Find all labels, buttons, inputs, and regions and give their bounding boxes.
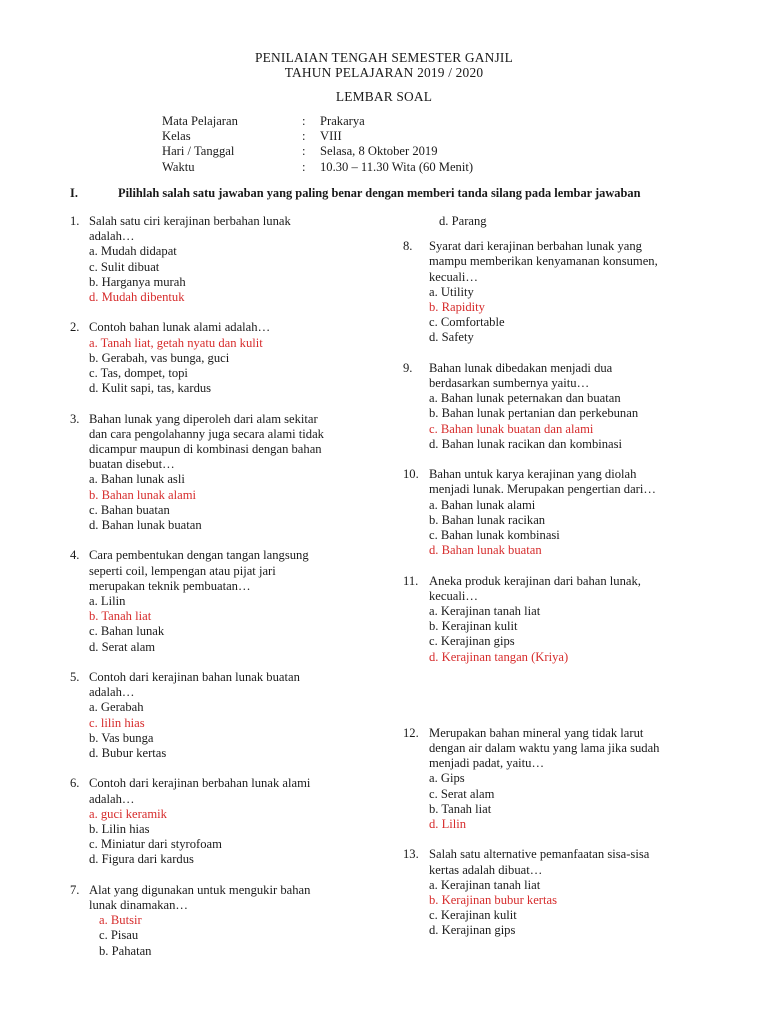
answer-option: d. Parang bbox=[439, 214, 487, 228]
question-continuation bbox=[403, 214, 733, 229]
question-spacer bbox=[403, 832, 733, 847]
questions-right-column bbox=[403, 214, 733, 939]
question-2 bbox=[70, 320, 370, 396]
question-spacer bbox=[70, 761, 370, 776]
question-11 bbox=[403, 574, 733, 665]
answer-option: a. Mudah didapat bbox=[89, 244, 177, 259]
question-9 bbox=[403, 361, 733, 452]
question-text-line: Cara pembentukan dengan tangan langsung bbox=[89, 548, 309, 563]
question-text-line: Merupakan bahan mineral yang tidak larut bbox=[429, 725, 644, 740]
meta-value: 10.30 – 11.30 Wita (60 Menit) bbox=[320, 159, 474, 174]
answer-option: a. Lilin bbox=[89, 594, 126, 609]
question-text-line: mampu memberikan kenyamanan konsumen, bbox=[429, 254, 658, 269]
question-8 bbox=[403, 239, 733, 345]
meta-colon: : bbox=[302, 114, 306, 128]
question-number: 11. bbox=[403, 573, 419, 588]
answer-option: d. Bubur kertas bbox=[89, 746, 167, 761]
answer-option: b. Harganya murah bbox=[89, 274, 186, 289]
exam-title: PENILAIAN TENGAH SEMESTER GANJIL bbox=[255, 50, 513, 65]
meta-colon: : bbox=[302, 159, 306, 174]
answer-option-marked: b. Bahan lunak alami bbox=[89, 487, 197, 502]
question-spacer bbox=[70, 655, 370, 670]
answer-option-marked: a. Tanah liat, getah nyatu dan kulit bbox=[89, 335, 263, 350]
answer-option-marked: b. Rapidity bbox=[429, 300, 485, 315]
meta-colon: : bbox=[302, 129, 306, 144]
answer-option: c. Kerajinan gips bbox=[429, 634, 515, 649]
meta-label: Mata Pelajaran bbox=[162, 114, 238, 128]
answer-option: b. Gerabah, vas bunga, guci bbox=[89, 350, 230, 365]
question-text-line: seperti coil, lempengan atau pijat jari bbox=[89, 563, 276, 578]
question-number: 13. bbox=[403, 847, 419, 862]
question-text-line: buatan disebut… bbox=[89, 457, 175, 472]
question-text-line: Salah satu alternative pemanfaatan sisa-sisa bbox=[429, 847, 650, 862]
answer-option: b. Vas bunga bbox=[89, 730, 154, 745]
question-spacer bbox=[403, 665, 733, 726]
question-spacer bbox=[403, 558, 733, 573]
question-text-line: Syarat dari kerajinan berbahan lunak yang bbox=[429, 239, 642, 254]
question-5 bbox=[70, 670, 370, 761]
question-text-line: Alat yang digunakan untuk mengukir bahan bbox=[89, 882, 311, 897]
question-text-line: Bahan lunak dibedakan menjadi dua bbox=[429, 360, 613, 375]
question-number: 1. bbox=[70, 214, 80, 228]
answer-option: a. Bahan lunak peternakan dan buatan bbox=[429, 391, 621, 406]
answer-option-marked: d. Bahan lunak buatan bbox=[429, 543, 542, 558]
meta-value: VIII bbox=[320, 129, 342, 144]
answer-option: c. Tas, dompet, topi bbox=[89, 366, 188, 381]
meta-row-time bbox=[162, 160, 473, 175]
question-spacer bbox=[70, 868, 370, 883]
question-number: 6. bbox=[70, 776, 80, 791]
section-number: I. bbox=[70, 186, 78, 200]
question-text-line: dengan air dalam waktu yang lama jika sudah bbox=[429, 741, 660, 756]
answer-option: a. Gerabah bbox=[89, 700, 144, 715]
question-spacer bbox=[403, 452, 733, 467]
answer-option: d. Bahan lunak buatan bbox=[89, 518, 202, 533]
answer-option: b. Pahatan bbox=[99, 943, 152, 958]
answer-option: a. Gips bbox=[429, 771, 465, 786]
question-text-line: menjadi padat, yaitu… bbox=[429, 756, 545, 771]
meta-row-subject bbox=[162, 114, 473, 129]
question-number: 8. bbox=[403, 239, 413, 254]
meta-label: Waktu bbox=[162, 159, 195, 174]
answer-option-marked: a. guci keramik bbox=[89, 806, 167, 821]
question-text-line: dan cara pengolahanny juga secara alami tidak bbox=[89, 426, 324, 441]
answer-option-marked: a. Butsir bbox=[99, 913, 142, 928]
question-text-line: Salah satu ciri kerajinan berbahan lunak bbox=[89, 214, 291, 228]
answer-option: c. Pisau bbox=[99, 928, 139, 943]
meta-colon: : bbox=[302, 144, 306, 159]
answer-option: d. Figura dari kardus bbox=[89, 852, 194, 867]
question-7 bbox=[70, 883, 370, 959]
answer-option: b. Bahan lunak pertanian dan perkebunan bbox=[429, 406, 639, 421]
question-number: 3. bbox=[70, 411, 80, 426]
answer-option: b. Lilin hias bbox=[89, 822, 150, 837]
question-text-line: Aneka produk kerajinan dari bahan lunak, bbox=[429, 573, 641, 588]
question-number: 2. bbox=[70, 320, 80, 335]
answer-option: d. Kulit sapi, tas, kardus bbox=[89, 381, 212, 396]
question-text-line: Contoh dari kerajinan bahan lunak buatan bbox=[89, 670, 300, 685]
sheet-title: LEMBAR SOAL bbox=[335, 89, 433, 104]
question-6 bbox=[70, 776, 370, 867]
meta-value: Selasa, 8 Oktober 2019 bbox=[320, 144, 438, 159]
answer-option: c. Sulit dibuat bbox=[89, 259, 160, 274]
answer-option: c. Comfortable bbox=[429, 315, 505, 330]
question-1 bbox=[70, 214, 370, 305]
answer-option: c. Bahan lunak kombinasi bbox=[429, 528, 560, 543]
answer-option: a. Bahan lunak alami bbox=[429, 497, 536, 512]
question-text-line: adalah… bbox=[89, 229, 135, 244]
question-spacer bbox=[70, 396, 370, 411]
answer-option-marked: b. Tanah liat bbox=[89, 609, 152, 624]
question-text-line: adalah… bbox=[89, 791, 135, 806]
answer-option: a. Kerajinan tanah liat bbox=[429, 877, 541, 892]
meta-value: Prakarya bbox=[320, 114, 365, 128]
answer-option: c. Bahan lunak bbox=[89, 624, 165, 639]
question-number: 4. bbox=[70, 548, 80, 563]
answer-option: a. Kerajinan tanah liat bbox=[429, 604, 541, 619]
meta-row-date bbox=[162, 144, 473, 159]
meta-label: Hari / Tanggal bbox=[162, 144, 235, 159]
question-text-line: kertas adalah dibuat… bbox=[429, 862, 543, 877]
answer-option: c. Bahan buatan bbox=[89, 502, 170, 517]
answer-option: b. Kerajinan kulit bbox=[429, 619, 518, 634]
answer-option: d. Safety bbox=[429, 330, 474, 345]
meta-label: Kelas bbox=[162, 129, 191, 144]
question-spacer bbox=[70, 305, 370, 320]
question-text-line: merupakan teknik pembuatan… bbox=[89, 578, 251, 593]
question-text-line: Contoh bahan lunak alami adalah… bbox=[89, 320, 271, 335]
question-spacer bbox=[70, 533, 370, 548]
answer-option: b. Bahan lunak racikan bbox=[429, 512, 546, 527]
question-text-line: Bahan lunak yang diperoleh dari alam sekitar bbox=[89, 411, 318, 426]
answer-option-marked: c. Bahan lunak buatan dan alami bbox=[429, 421, 594, 436]
question-text-line: Bahan untuk karya kerajinan yang diolah bbox=[429, 467, 637, 482]
answer-option-marked: d. Lilin bbox=[429, 817, 467, 832]
meta-row-class bbox=[162, 129, 473, 144]
question-number: 5. bbox=[70, 670, 80, 685]
answer-option: a. Utility bbox=[429, 284, 474, 299]
instruction-text: Pilihlah salah satu jawaban yang paling benar dengan memberi tanda silang pada lembar jawaban bbox=[118, 186, 641, 200]
question-number: 10. bbox=[403, 467, 419, 482]
section-instruction bbox=[70, 186, 640, 201]
question-text-line: menjadi lunak. Merupakan pengertian dari… bbox=[429, 482, 656, 497]
answer-option-marked: d. Kerajinan tangan (Kriya) bbox=[429, 649, 569, 664]
question-number: 9. bbox=[403, 360, 413, 375]
question-text-line: kecuali… bbox=[429, 588, 478, 603]
answer-option: c. Kerajinan kulit bbox=[429, 908, 517, 923]
question-text-line: kecuali… bbox=[429, 269, 478, 284]
question-text-line: dicampur maupun di kombinasi dengan bahan bbox=[89, 442, 322, 457]
answer-option: c. Miniatur dari styrofoam bbox=[89, 837, 222, 852]
answer-option: d. Serat alam bbox=[89, 639, 156, 654]
answer-option: d. Bahan lunak racikan dan kombinasi bbox=[429, 436, 623, 451]
question-text-line: Contoh dari kerajinan berbahan lunak alami bbox=[89, 776, 311, 791]
answer-option: b. Tanah liat bbox=[429, 801, 492, 816]
answer-option: c. Serat alam bbox=[429, 786, 495, 801]
question-number: 12. bbox=[403, 725, 419, 740]
question-spacer bbox=[403, 229, 733, 239]
answer-option: a. Bahan lunak asli bbox=[89, 472, 185, 487]
answer-option-marked: b. Kerajinan bubur kertas bbox=[429, 893, 557, 908]
question-13 bbox=[403, 847, 733, 938]
question-text-line: lunak dinamakan… bbox=[89, 898, 188, 913]
question-4 bbox=[70, 548, 370, 654]
question-spacer bbox=[403, 346, 733, 361]
questions-left-column bbox=[70, 214, 370, 959]
question-text-line: berdasarkan sumbernya yaitu… bbox=[429, 376, 590, 391]
question-text-line: adalah… bbox=[89, 685, 135, 700]
answer-option-marked: c. lilin hias bbox=[89, 715, 145, 730]
question-number: 7. bbox=[70, 882, 80, 897]
question-12 bbox=[403, 726, 733, 832]
answer-option: d. Kerajinan gips bbox=[429, 923, 516, 938]
school-year: TAHUN PELAJARAN 2019 / 2020 bbox=[284, 65, 484, 80]
exam-meta bbox=[162, 114, 473, 175]
question-3 bbox=[70, 412, 370, 534]
question-10 bbox=[403, 467, 733, 558]
answer-option-marked: d. Mudah dibentuk bbox=[89, 290, 185, 305]
